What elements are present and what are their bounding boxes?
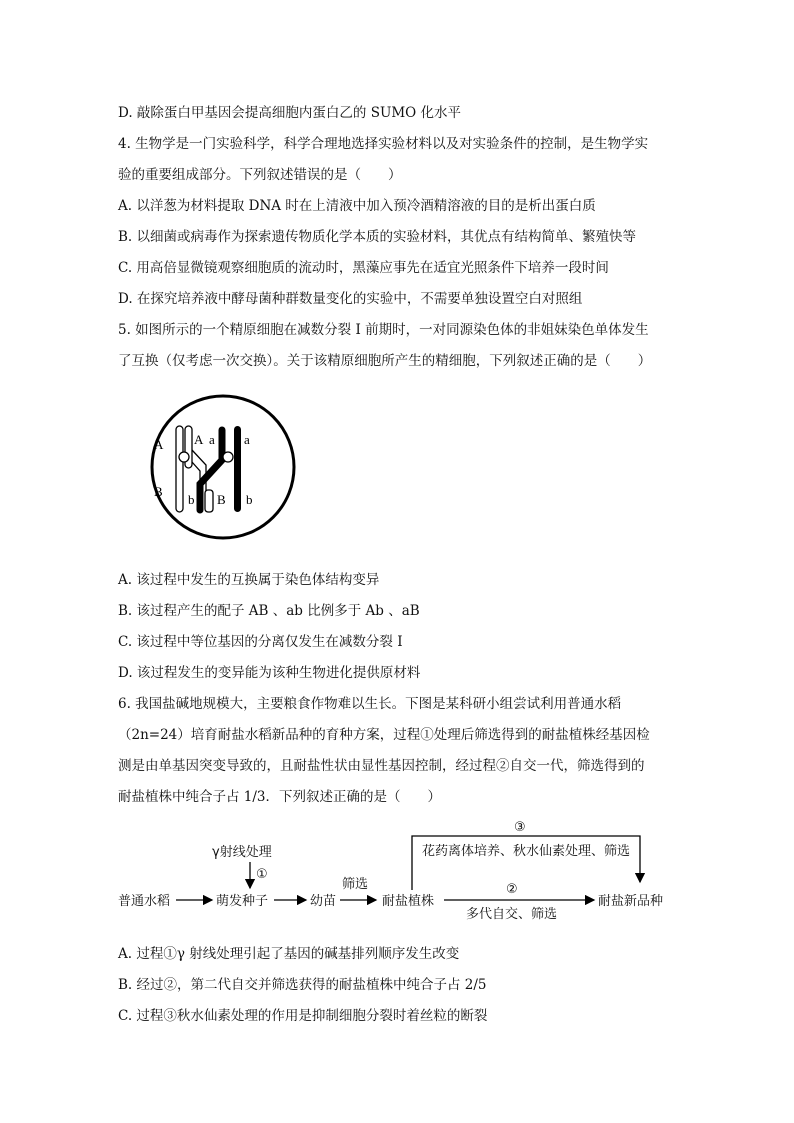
step-1-label: ① <box>256 867 268 882</box>
question-5-option-a: A. 该过程中发生的互换属于染色体结构变异 <box>118 572 380 588</box>
new-variety-label: 耐盐新品种 <box>598 894 664 909</box>
question-6-stem-line-4: 耐盐植株中纯合子占 1/3．下列叙述正确的是（ ） <box>118 789 442 805</box>
question-6-option-b: B. 经过②，第二代自交并筛选获得的耐盐植株中纯合子占 2/5 <box>118 977 487 993</box>
right-chromatid <box>234 426 241 512</box>
step-3-label: ③ <box>514 820 526 835</box>
left-chromatid-1 <box>176 426 183 512</box>
question-5-option-c: C. 该过程中等位基因的分离仅发生在减数分裂 I <box>118 634 403 650</box>
question-6-stem-line-1: 6. 我国盐碱地规模大，主要粮食作物难以生长。下图是某科研小组尝试利用普通水稻 <box>118 696 622 712</box>
seedling-label: 幼苗 <box>310 894 337 909</box>
question-6-stem-line-2: （2n=24）培育耐盐水稻新品种的育种方案，过程①处理后筛选得到的耐盐植株经基因检 <box>118 727 650 743</box>
anther-culture-label: 花药离体培养、秋水仙素处理、筛选 <box>422 844 631 859</box>
question-6-stem-line-3: 测是由单基因突变导致的，且耐盐性状由显性基因控制，经过程②自交一代，筛选得到的 <box>118 758 645 774</box>
label-A-left: A <box>154 437 164 452</box>
left-centromere <box>179 452 189 462</box>
chromosome-figure <box>148 392 298 542</box>
question-3-option-d: D. 敲除蛋白甲基因会提高细胞内蛋白乙的 SUMO 化水平 <box>118 105 462 121</box>
label-B-left: B <box>154 484 163 499</box>
germinating-seed-label: 萌发种子 <box>216 894 269 909</box>
salt-tolerant-plant-label: 耐盐植株 <box>382 894 435 909</box>
breeding-flow-diagram <box>110 818 690 928</box>
lower-white-segment <box>205 490 213 512</box>
step-2-label: ② <box>506 882 518 897</box>
question-4-option-b: B. 以细菌或病毒作为探索遗传物质化学本质的实验材料，其优点有结构简单、繁殖快等 <box>118 229 637 245</box>
label-b-right: b <box>246 492 253 507</box>
cell-outline <box>152 396 294 538</box>
gamma-ray-label: γ射线处理 <box>212 845 272 860</box>
question-5-option-d: D. 该过程发生的变异能为该种生物进化提供原材料 <box>118 665 421 681</box>
label-b-mid: b <box>188 492 195 507</box>
label-A-mid: A <box>194 432 204 447</box>
question-4-option-c: C. 用高倍显微镜观察细胞质的流动时，黑藻应事先在适宜光照条件下培养一段时间 <box>118 260 609 276</box>
label-B-mid: B <box>217 492 226 507</box>
label-a-mid: a <box>209 432 215 447</box>
question-4-stem-line-2: 验的重要组成部分。下列叙述错误的是（ ） <box>118 167 402 183</box>
question-5-option-b: B. 该过程产生的配子 AB 、ab 比例多于 Ab 、aB <box>118 603 420 619</box>
right-centromere <box>223 452 233 462</box>
question-4-stem-line-1: 4. 生物学是一门实验科学，科学合理地选择实验材料以及对实验条件的控制，是生物学实 <box>118 136 649 152</box>
screening-label: 筛选 <box>342 877 369 892</box>
question-5-stem-line-2: 了互换（仅考虑一次交换）。关于该精原细胞所产生的精细胞，下列叙述正确的是（ ） <box>118 353 652 369</box>
label-a-right: a <box>244 432 250 447</box>
question-5-stem-line-1: 5. 如图所示的一个精原细胞在减数分裂 I 前期时，一对同源染色体的非姐妹染色单体发生 <box>118 322 649 338</box>
selfing-screening-label: 多代自交、筛选 <box>466 907 558 922</box>
question-6-option-c: C. 过程③秋水仙素处理的作用是抑制细胞分裂时着丝粒的断裂 <box>118 1008 488 1024</box>
ordinary-rice-label: 普通水稻 <box>118 894 171 909</box>
question-6-option-a: A. 过程①γ 射线处理引起了基因的碱基排列顺序发生改变 <box>118 946 460 962</box>
question-4-option-d: D. 在探究培养液中酵母菌种群数量变化的实验中，不需要单独设置空白对照组 <box>118 291 583 307</box>
question-4-option-a: A. 以洋葱为材料提取 DNA 时在上清液中加入预冷酒精溶液的目的是析出蛋白质 <box>118 198 596 214</box>
